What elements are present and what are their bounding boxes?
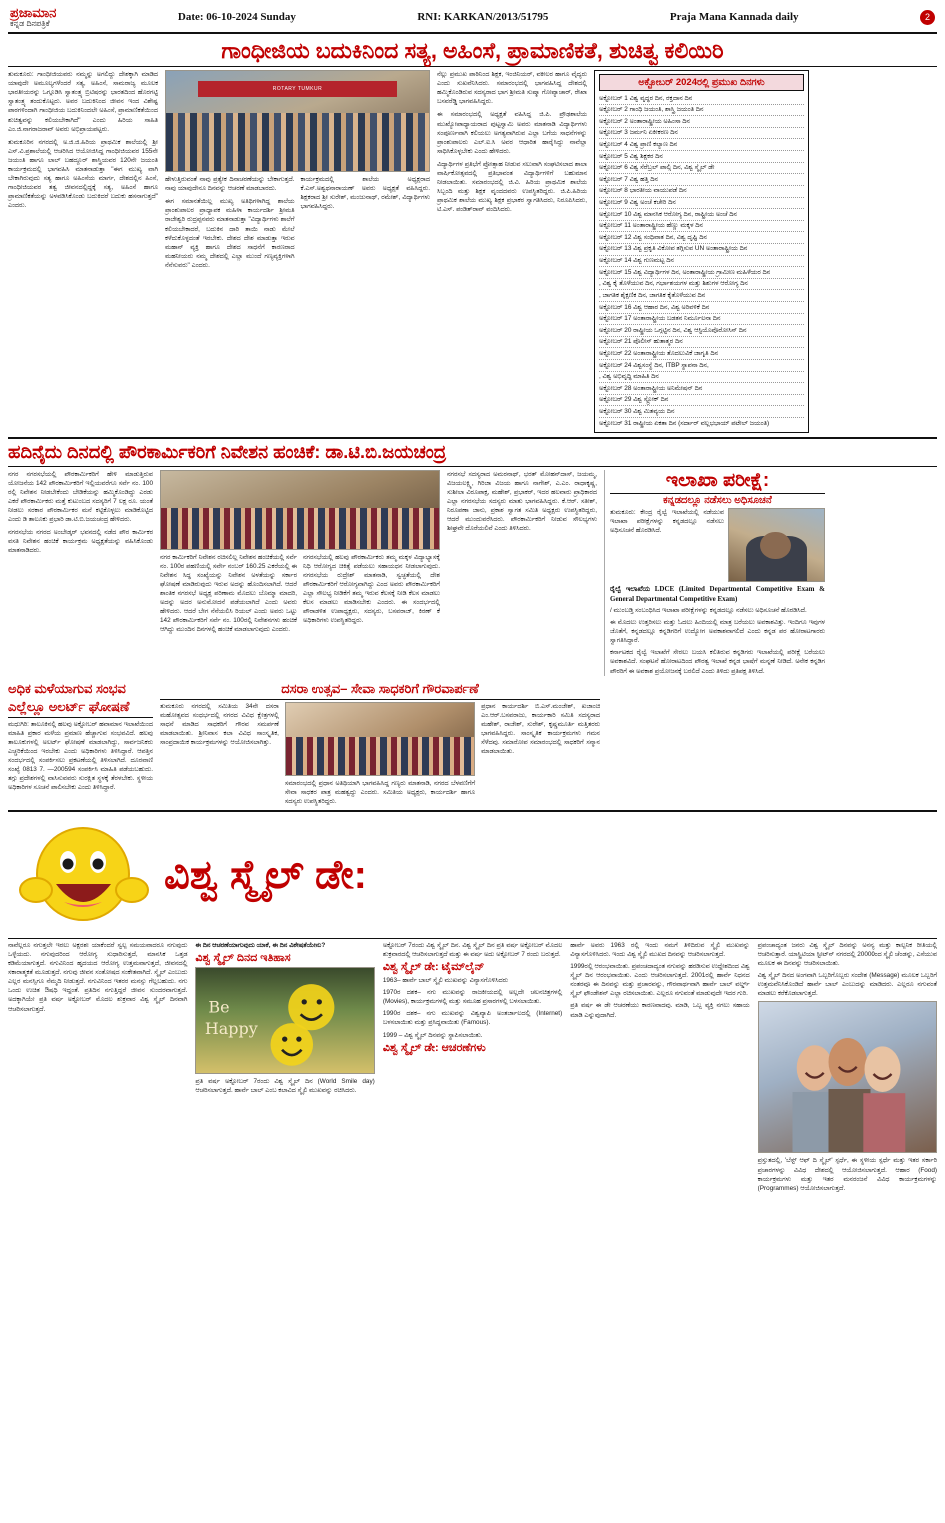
event-item: ಅಕ್ಟೋಬರ್ 29 ವಿಶ್ವ ಸ್ಟ್ರೋಕ್ ದಿನ	[599, 395, 804, 407]
smile-col-3	[383, 941, 562, 1193]
masthead	[0, 0, 945, 30]
smile-col-1	[8, 941, 187, 1193]
issue-date: Date: 06-10-2024 Sunday	[177, 11, 296, 24]
ilakha-title: ಇಲಾಖಾ ಪರೀಕ್ಷೆ:	[665, 469, 770, 491]
event-item: ಅಕ್ಟೋಬರ್ 15 ವಿಶ್ವ ವಿದ್ಯಾರ್ಥಿಗಳ ದಿನ, ಅಂತಾರಾಷ್ಟ್ರೀಯ ಗ್ರಾಮೀಣ ಮಹಿಳೆಯರ ದಿನ	[599, 267, 804, 279]
event-item: ಅಕ್ಟೋಬರ್ 16 ವಿಶ್ವ ಆಹಾರ ದಿನ, ವಿಶ್ವ ಅರಿವಳಿಕೆ ದಿನ	[599, 302, 804, 314]
event-item: ಅಕ್ಟೋಬರ್ 28 ಅಂತಾರಾಷ್ಟ್ರೀಯ ಅನಿಮೇಷನ್ ದಿನ	[599, 383, 804, 395]
smile-question: ಈ ದಿನ ಆಚರಣೆಯಾಗುವುದು ಯಾಕೆ, ಈ ದಿನ ವಿಶೇಷತೆಯೇನು?	[195, 941, 326, 949]
ilakha-para-3: ಈ ಮೊದಲು ಉತ್ತರಿಸಲು ಮತ್ತು ಓದಲು ಹಿಂದಿಯಲ್ಲಿ ಮಾತ್ರ ಬರೆಯಲು ಅವಕಾಶವಿತ್ತು. ಇಂದಿಗೂ ಇವುಗಳ ಜೊತೆಗೆ, ಕನ್ನಡದಲ್ಲೂ ಕನ್ನಡಿಗರಿಗೆ ಉದ್ಯೋಗ ಅವಕಾಶವಾಗಲಿದೆ ಎಂದು ಕನ್ನಡ ಪರ ಹೋರಾಟಗಾರರು ಸ್ವಾಗತಿಸಿದ್ದಾರೆ.	[610, 619, 825, 645]
headline-underline	[8, 66, 937, 67]
story3	[8, 679, 153, 806]
smile-history-head: ವಿಶ್ವ ಸ್ಮೈಲ್ ದಿನದ ಇತಿಹಾಸ	[195, 952, 291, 965]
lead-para-4: ಈಗ ಸಮಾನತೆಯಿಲ್ಲ ಮುಖ್ಯ ಅತಿಥಿಗಳಾಗಿದ್ದ ಶಾಲೆಯ ಪ್ರಾಂಶುಪಾಲರ ಪ್ರಾಧ್ಯಾಪಕ ಮಹಿಳಾ ಕಾರ್ಯದರ್ಶಿ ಶ್ರೀಮತಿ ರಾಜೇಶ್ವರಿ ರುದ್ರಪ್ಪನವರು ಮಾತನಾಡುತ್ತಾ "ವಿದ್ಯಾರ್ಥಿಗಳು ಶಾಲೆಗೆ ಕಲಿಯಬೇಕಾದರೆ, ಬದುಕಿನ ದಾರಿ ತಾಯಿ ನಾಡು ಮೇಲೆ ಕಳೆದುಕೊಳ್ಳದಂತೆ ಇರಬೇಕು. ದೇಶದ ದೇಶ ಮಾಡುತ್ತಾ ಇರುವ ಮಹಾನ್ ವ್ಯಕ್ತಿ ಹಾಗೂ ದೇಶದ ಸಾಧನೆಗೆ ಕಾರಣರಾದ ಮಹನೀಯರು ನಮ್ಮ ದೇಶದಲ್ಲಿ ಎಲ್ಲಾ ಮುಂದೆ ಗಣ್ಯವ್ಯಕ್ತಿಗಳಾಗಿ ನೆನೆಸುವರು" ಎಂದರು.	[165, 198, 295, 269]
smile-timeline-1970: 1970ರ ದಶಕ– ನಗು ಮುಖವನ್ನು ರಾಜಕೀಯದಲ್ಲಿ ಅಲ್ಲದೇ ಚಲನಚಿತ್ರಗಳಲ್ಲಿ (Movies), ಕಾರ್ಯಕ್ರಮಗಳಲ್ಲಿ ಮತ್ತು ಸಮೂಹ ಪ್ರಸಾರಗಳಲ್ಲಿ ಬಳಸಲಾಯಿತು.	[382, 989, 563, 1006]
photo-banner-text: ROTARY TUMKUR	[198, 81, 398, 97]
event-item: , ವಿಶ್ವ ಅಭಿವೃದ್ಧಿ ಮಾಹಿತಿ ದಿನ	[599, 372, 804, 384]
story2-underline	[8, 466, 937, 467]
smile-c2-para-1: ಅಕ್ಟೋಬರ್ 7ರಂದು ವಿಶ್ವ ಸ್ಮೈಲ್ ದಿನ. ವಿಶ್ವ ಸ್ಮೈಲ್ ದಿನ ಪ್ರತಿ ವರ್ಷ ಅಕ್ಟೋಬರ್ ಮೊದಲ ಶುಕ್ರವಾರದಲ್ಲಿ ಆಚರಿಸಲಾಗುತ್ತದೆ ಮತ್ತು ಈ ವರ್ಷ ಅದು ಅಕ್ಟೋಬರ್ 7 ರಂದು ಬರುತ್ತದೆ.	[382, 941, 563, 959]
smile-c4-para-3: ಪ್ರಸ್ತುತದಲ್ಲಿ, 'ಬೆಸ್ಟ್ ಆಫ್ ದಿ ಸ್ಮೈಲ್' ಸ್ಪರ್ಧೆ, ಈ ಸ್ಥಳೀಯ ಸ್ಪರ್ಧೆ ಮತ್ತು ಇತರ ಸರ್ಕಾರಿ ಪ್ರಚಾರಗಳನ್ನು ವಿವಿಧ ದೇಶದಲ್ಲಿ ಆಯೋಜಿಸಲಾಗುತ್ತದೆ. ಆಹಾರ (Food) ಕಾರ್ಯಕ್ರಮಗಳು ಮತ್ತು ಇತರ ಮನರಂಜನೆ ವಿವಿಧ ಕಾರ್ಯಕ್ರಮಗಳನ್ನು (Programmes) ಆಯೋಜಿಸಲಾಗುತ್ತದೆ.	[757, 1157, 938, 1192]
smile-intro: ನಾವೆಲ್ಲರೂ ನಗುತ್ತಲೇ ಇರಲು ಅಕ್ಷರಶಃ ಯಾಕೆಂದರೆ ಸ್ವಲ್ಪ ಸಮಯವಾದರೂ ನಗುವುದು ಒಳ್ಳೆಯದು. ನಗುವುದರಿಂದ ಆರೋಗ್ಯ ಸುಧಾರಿಸುತ್ತದೆ, ಮಾನಸಿಕ ಒತ್ತಡ ಕಡಿಮೆಯಾಗುತ್ತದೆ. ನಗುವಿನಿಂದ ಹೃದಯದ ಆರೋಗ್ಯ ಉತ್ತಮವಾಗುತ್ತದೆ, ಜೀವನದಲ್ಲಿ ಸಕಾರಾತ್ಮಕತೆ ಮೂಡುತ್ತದೆ. ನಗುವು ಜೀವನ ಸಂತೋಷದ ಸಂಕೇತವಾಗಿದೆ. ಸ್ಮೈಲ್ ಎಂಬುದು ಎಲ್ಲರ ಮನಸ್ಸಿಗೂ ನೆಮ್ಮದಿ ನೀಡುತ್ತದೆ. ನಗುವಿನಿಂದ ಇತರರ ಮನಸ್ಸು ಗೆಲ್ಲಬಹುದು. ನಗು ಒಂದು ಉಚಿತ ಔಷಧಿ ಇದ್ದಂತೆ. ಪ್ರತಿದಿನ ನಗುತ್ತಿದ್ದರೆ ಜೀವನ ಸುಂದರವಾಗುತ್ತದೆ. ಅದಕ್ಕಾಗಿಯೇ ಪ್ರತಿ ವರ್ಷ ಅಕ್ಟೋಬರ್ ಮೊದಲ ಶುಕ್ರವಾರ ವಿಶ್ವ ಸ್ಮೈಲ್ ದಿನವಾಗಿ ಆಚರಿಸಲಾಗುತ್ತದೆ.	[8, 941, 188, 1013]
lead-photo	[165, 70, 430, 172]
event-item: ಅಕ್ಟೋಬರ್ 13 ವಿಶ್ವ ಪ್ರಕೃತಿ ವಿಕೋಪ ತಗ್ಗಿಸುವ UN ಅಂತಾರಾಷ್ಟ್ರೀಯ ದಿನ	[599, 244, 804, 256]
story2-para-3: ನಗರ ಕಾರ್ಮಿಕರಿಗೆ ನಿವೇಶನ ರಚಿಸಲಿಲ್ಲ ನಿವೇಶನ ಹಂಚಿಕೆಯಲ್ಲಿ ಸರ್ವೆ ನಂ. 100ರ ಪಹಣಿಯಲ್ಲಿ ಸರ್ವೇ ನಂಬರ್ 160.25 ಎಕರೆಯಲ್ಲಿ ಈ ನಿವೇಶನ ಸಿದ್ಧ ಸಂಖ್ಯೆಯನ್ನು ನಿವೇಶನ ಅಳತೆಯನ್ನು ಸರ್ಕಾರ ಘೋಷಣೆ ಮಾಡಿರುವುದು ಇರುವ ಅದನ್ನು ಹೊಂದಿಸಲಾಗಿದೆ. ಆದರೆ ಶಾಂತಿಕ ನಗರಸಭೆ ಅಧ್ಯಕ್ಷ ಪರಿಣಾಮ ಮೊದಲು ಬೊಮ್ಮಾ ಮಾದರಿ, ಅದನ್ನು ಅದರ ಅನುಮೋದನೆ ಪಡೆಯಲಾಗಿದೆ ಎಂದು ಅವರು ಹೇಳಿದರು. ಆದರೆ ಬೇಗ ನೆನೆಯಲಿಸಿ ರಿಯಲ್ ಎಂದು ಅವರು ಒಟ್ಟು 142 ಪೌರಕಾರ್ಮಿಕರಿಗೆ ಸರ್ವೆ ನಂ. 100ರಲ್ಲಿ ನಿವೇಶನಗಳು ಹಂಚಿಕೆ ಆಗಿದ್ದು ಮುಂದಿನ ದಿನಗಳಲ್ಲಿ ಹಂಚಿಕೆ ಮಾಡಲಾಗುವುದು ಎಂದರು.	[160, 553, 297, 634]
smile-celebrations-head: ವಿಶ್ವ ಸ್ಮೈಲ್ ಡೇ: ಆಚರಣೆಗಳು	[382, 1041, 486, 1054]
event-item: ಅಕ್ಟೋಬರ್ 24 ವಿಶ್ವಸಂಸ್ಥೆ ದಿನ, ITBP ಸ್ಥಾಪನಾ ದಿನ,	[599, 360, 804, 372]
lead-col-2	[165, 70, 430, 433]
event-item: ಅಕ್ಟೋಬರ್ 14 ವಿಶ್ವ ಗುಣಮಟ್ಟ ದಿನ	[599, 256, 804, 268]
event-item: ಅಕ್ಟೋಬರ್ 1 ವಿಶ್ವ ವೃದ್ಧರ ದಿನ, ರಕ್ತದಾನ ದಿನ	[599, 93, 804, 105]
lead-para-7: ಈ ಸಮಾರಂಭದಲ್ಲಿ ಅಧ್ಯಕ್ಷತೆ ವಹಿಸಿದ್ದ ಜಿ.ಪಿ. ಪ್ರೌಢಶಾಲೆಯ ಮುಖ್ಯೋಪಾಧ್ಯಾಯರಾದ ಪುಟ್ಟಸ್ವಾಮಿ ಅವರು ಮಾತನಾಡಿ ವಿದ್ಯಾರ್ಥಿಗಳು ಸಂಪೂರ್ಣವಾಗಿ ಕಲಿಯಲು ಅಗತ್ಯವಾಗಿರುವ ಎಲ್ಲಾ ಬಗೆಯ ಸಾಧನೆಗಳನ್ನು ಪ್ರಾಂಶುಪಾಲರು ಎಲ್.ಐ.ಸಿ ಅವರ ಆಧಾರಿತ ಹಾರೈಸಿದ್ದು ನಾವೆಲ್ಲಾ ಸಾಧಿಸಿಕೊಳ್ಳಬೇಕು ಎಂದು ಹೇಳಿದರು.	[437, 111, 587, 155]
event-item: ಅಕ್ಟೋಬರ್ 3 ಜರ್ಮನಿ ಏಕೀಕರಣ ದಿನ	[599, 128, 804, 140]
lead-col-3	[437, 70, 587, 433]
events-column	[594, 70, 809, 433]
smile-col-4	[570, 941, 749, 1193]
rni-number: RNI: KARKAN/2013/51795	[417, 11, 549, 24]
story-2	[0, 439, 945, 676]
event-item: ಅಕ್ಟೋಬರ್ 31 ರಾಷ್ಟ್ರೀಯ ಏಕತಾ ದಿನ (ಸರ್ದಾರ್ ವಲ್ಲಭಭಾಯ್ ಪಟೇಲ್ ಜಯಂತಿ)	[599, 419, 770, 427]
smile-history-text: ಪ್ರತಿ ವರ್ಷ ಅಕ್ಟೋಬರ್ 7ರಂದು ವಿಶ್ವ ಸ್ಮೈಲ್ ದಿನ (World Smile day) ಆಚರಿಸಲಾಗುತ್ತದೆ. ಹಾರ್ವೆ ಬಾಲ್ ಎಂಬ ಕಲಾವಿದ ಸ್ಮೈಲಿ ಮುಖವನ್ನು ರಚಿಸಿದರು.	[195, 1078, 375, 1095]
story2-para-4: ನಗರಸಭೆಯಲ್ಲಿ ಹಲವು ಪೌರಕಾರ್ಮಿಕರು ತಮ್ಮ ಮಕ್ಕಳ ವಿದ್ಯಾಭ್ಯಾಸಕ್ಕೆ ನಿಧಿ ಆರೋಗ್ಯದ ಚಿಕಿತ್ಸೆ ಪಡೆಯಲು ಸಹಾಯಧನ ನೀಡಲಾಗುವುದು. ನಗರಸಭೆಯ ರುದ್ರೇಶ್ ಮಾತನಾಡಿ, ಸ್ವಚ್ಛತೆಯಲ್ಲಿ ದೇಶ ಪೌರಕಾರ್ಮಿಕರಿಗೆ ಆರೋಗ್ಯವಾಗಿದ್ದು ಎಂದ ಅವರು ಪೌರಕಾರ್ಮಿಕರಿಗೆ ಎಲ್ಲಾ ಸೌಲಭ್ಯ ನೀಡಿಕೆಗೆ ತಮ್ಮ ಇರುವ ಕೆಲಸಕ್ಕೆ ನೀಡಿ ಕೆಲಸ ಮಾಡಲು ಕೆಲಸ ಮಾಡಲು ಮಾಡಿಸಬೇಕು ಎಂದರು. ಈ ಸಂದರ್ಭದಲ್ಲಿ ಪೌರಾಡಳಿತ ಉಪಾಧ್ಯಕ್ಷರು, ಸದಸ್ಯರು, ಬಸವರಾಜ್, ಕಿರಣ್‌ ಕೆ ಅಧಿಕಾರಿಗಳು ಉಪಸ್ಥಿತರಿದ್ದರು.	[303, 553, 440, 625]
smiley-emoji-icon	[8, 816, 158, 936]
smile-feature	[0, 812, 945, 1193]
page-number: 2	[920, 10, 935, 25]
smile-photo-friends	[758, 1001, 937, 1153]
svg-text:Be: Be	[208, 997, 230, 1017]
story2-col-2	[160, 470, 440, 676]
event-item: ಅಕ್ಟೋಬರ್ 2 ಅಂತಾರಾಷ್ಟ್ರೀಯ ಅಹಿಂಸಾ ದಿನ	[599, 116, 804, 128]
masthead-divider	[8, 32, 937, 34]
story2-headline: ಹದಿನೈದು ದಿನದಲ್ಲಿ ಪೌರಕಾರ್ಮಿಕರಿಗೆ ನಿವೇಶನ ಹಂಚಿಕೆ: ಡಾ.ಟಿ.ಬಿ.ಜಯಚಂದ್ರ	[8, 441, 447, 462]
story4	[160, 679, 600, 806]
lead-para-1: ತುಮಕೂರು: ಗಾಂಧೀಜಿಯವರು ನಮ್ಮನ್ನು ಅಗಲಿದ್ದು ದೇಶಕ್ಕಾಗಿ ಮಾಡಿದ ಯಾವುದೇ ಅಮೂಲ್ಯಗಳೆಂದರೆ ಸತ್ಯ, ಅಹಿಂಸೆ, ಸಾಮರಾಜ್ಯ ಮೂಲಕ ಭಾರತೀಯರನ್ನು ಒಗ್ಗೂಡಿಸಿ ಸ್ವಾತಂತ್ರ್ಯ ಬ್ರಿಟಿಷರನ್ನು ಭಾರತದಿಂದ ಹೊರಗಟ್ಟಿ ಸ್ವಾತಂತ್ರ್ಯ ತಂದುಕೊಟ್ಟರು. ಅವರ ಬದುಕಿನಿಂದ ಜೀವನ ಇಂದ ವಿಶೇಷ್ಟ ಪಾಠಗಳಿಂದಾಗಿ ಗಾಂಧೀಜಿಯ ಬದುಕಿನಿಂದಲೇ ಅಹಿಂಸೆ, ಪ್ರಾಮಾಣಿಕತೆಯಿಂದ ಶುಚಿತ್ವವನ್ನು ಕಲಿಯಬೇಕಾಗಿದೆ" ಎಂದು ಹಿರಿಯ ಸಾಹಿತಿ ಎಂ.ಜಿ.ನಾಗರಾಜರಾವ್ ಅವರು ಅಭಿಪ್ರಾಯಪಟ್ಟರು.	[8, 71, 158, 133]
smile-c3-para-2: 1999ರಲ್ಲಿ ಆರಂಭವಾಯಿತು. ಪ್ರಪಂಚದಾದ್ಯಂತ ನಗುವನ್ನು ಹರಡಿಸುವ ಉದ್ದೇಶದಿಂದ ವಿಶ್ವ ಸ್ಮೈಲ್ ದಿನ ಆರಂಭವಾಯಿತು. ಎಂದು ಆಚರಿಸಲಾಗುತ್ತದೆ. 2001ರಲ್ಲಿ ಹಾರ್ವೆ ನಿಧನದ ನಂತರವೂ ಈ ದಿನವನ್ನು ಮತ್ತು ಪ್ರಚಾರವನ್ನು, ಗೌರವಾರ್ಥವಾಗಿ ಹಾರ್ವೆ ಬಾಲ್ ವರ್ಲ್ಡ್ ಸ್ಮೈಲ್ ಫೌಂಡೇಶನ್ ಎಲ್ಲಾ ರಚಿಸಲಾಯಿತು. ಎಲ್ಲರೂ ನಗುವಂತೆ ಮಾಡುವುದೇ ಇದರ ಗುರಿ.	[570, 963, 750, 998]
lead-col-1	[8, 70, 158, 433]
event-item: ಅಕ್ಟೋಬರ್ 17 ಅಂತಾರಾಷ್ಟ್ರೀಯ ಬಡತನ ನಿರ್ಮೂಲನಾ ದಿನ	[599, 314, 804, 326]
smile-c3-para-1: ಹಾರ್ವೆ ಅವರು 1963 ರಲ್ಲಿ ಇಂದು ನಮಗೆ ತಿಳಿದಿರುವ ಸ್ಮೈಲಿ ಮುಖವನ್ನು ವಿನ್ಯಾಸಗೊಳಿಸಿದರು. ಇಂದು ವಿಶ್ವ ಸ್ಮೈಲಿ ಮುಖದ ದಿನವನ್ನು ಆಚರಿಸಲಾಗುತ್ತದೆ.	[570, 941, 750, 959]
smile-timeline-1963: 1963– ಹಾರ್ವೆ ಬಾಲ್ ಸ್ಮೈಲಿ ಮುಖವನ್ನು ವಿನ್ಯಾಸಗೊಳಿಸಿದರು	[382, 977, 509, 985]
logo-text: ಪ್ರಜಾಮಾನ	[10, 5, 57, 20]
story2-col-1	[8, 470, 153, 676]
logo-subtext: ಕನ್ನಡ ದಿನಪತ್ರಿಕೆ	[10, 18, 50, 28]
svg-text:Happy: Happy	[205, 1018, 259, 1038]
lead-para-6: ನೆಲ್ಲು ಪ್ರಮುಖ ಪಾಠಿನಿಂದ ಶಿಕ್ಷಕ, ಇಂಜಿನಿಯರ್, ವಕೀಲರ ಹಾಗೂ ವೈದ್ಯರು ಎಂದು ಸುಖವೆನಿಸಿದರು. ಸಮಾರಂಭದಲ್ಲಿ ಭಾಗವಹಿಸಿದ್ದ ದೇಶದಲ್ಲಿ ಹಮ್ಮಿಕೊಂಡಿರುವ ಸದಸ್ಯರಾದ ಭಾಗ ಶ್ರೀಮತಿ ಸುಷ್ಮಾ ಗೋಪ್ಯಾಚಾರ್, ರೇಖಾ ಬಸವರೆಡ್ಡಿ ಭಾಗವಹಿಸಿದ್ದರು.	[437, 71, 587, 106]
story3-subhead: ಎಲ್ಲೆಲ್ಲೂ ಅಲರ್ಟ್ ಘೋಷಣೆ	[8, 698, 130, 714]
story4-photo	[285, 702, 475, 776]
story4-para-2: ಸಮಾರಂಭದಲ್ಲಿ ಪ್ರಧಾನ ಅತಿಥಿಯಾಗಿ ಭಾಗವಹಿಸಿದ್ದ ಗಣ್ಯರು ಮಾತನಾಡಿ, ನಗರದ ಬೆಳವಣಿಗೆಗೆ ಸೇವಾ ಸಾಧಕರ ಪಾತ್ರ ಮಹತ್ವದ್ದು ಎಂದರು. ಸಮಿತಿಯ ಅಧ್ಯಕ್ಷರು, ಕಾರ್ಯದರ್ಶಿ ಹಾಗೂ ಸದಸ್ಯರು ಉಪಸ್ಥಿತರಿದ್ದರು.	[284, 779, 476, 805]
event-item: ಅಕ್ಟೋಬರ್ 2 ಗಾಂಧಿ ಜಯಂತಿ, ಶಾಸ್ತ್ರಿ ಜಯಂತಿ ದಿನ	[599, 105, 804, 117]
events-title: ಅಕ್ಟೋಬರ್ 2024ರಲ್ಲಿ ಪ್ರಮುಖ ದಿನಗಳು	[599, 74, 804, 91]
ilakha-para-2: / ಮುಂಬಡ್ತಿ ಸಂಬಂಧಿಸಿದ ಇಲಾಖಾ ಪರೀಕ್ಷೆಗಳನ್ನು ಕನ್ನಡದಲ್ಲೂ ನಡೆಸಲು ಅಧಿಸೂಚನೆ ಹೊರಡಿಸಿದೆ.	[610, 606, 807, 614]
smile-col-2	[195, 941, 374, 1193]
story2-col-3	[447, 470, 597, 676]
story2-para-5: ನಗರಸಭೆ ಸದಸ್ಯರಾದ ಅಮರನಾಥ್, ಭರತ್ ಮೋಹನ್‌ದಾಸ್, ಜಯಮ್ಮ, ವಿಜಯಲಕ್ಷ್ಮಿ, ಗಿರಿಜಾ ವಿಜಯ ಹಾಗೂ ನಾಗೇಶ್, ಎ.ಎಂ. ರಾಧಾಕೃಷ್ಣ, ಸುಶೀಲಾ ವಿರೂಪಾಕ್ಷ, ಮಹೇಶ್, ಪ್ರಭಾಕರ್, ಇದರ ಹಲವಾರು ಪ್ರಾಧಿಕಾರದ ಎಲ್ಲಾ ನಗರಸಭೆಯ ಸದಸ್ಯರು ಮಾತು ಭಾಗವಹಿಸಿದ್ದರು. ಕೆ.ಆರ್. ಸತೀಶ್, ನಿರೂಪಣಾ ಜಾನು, ಪ್ರಕಾಶ ಸ್ವಾಗತ ಸಮಿತಿ ಅಧ್ಯಕ್ಷರು ಉಪಸ್ಥಿತರಿದ್ದರು, ಆದರೆ ಮುಂದುವರೆಸಿದರು. ಪೌರಕಾರ್ಮಿಕರಿಗೆ ನೀಡುವ ಸೌಲಭ್ಯಗಳು ಶೀಘ್ರವೇ ದೊರೆಯಲಿವೆ ಎಂದು ತಿಳಿಸಿದರು.	[447, 470, 597, 533]
story-3-4	[0, 679, 945, 806]
event-item: ಅಕ್ಟೋಬರ್ 5 ವಿಶ್ವ ಶಿಕ್ಷಕರ ದಿನ	[599, 151, 804, 163]
smile-feature-title: ವಿಶ್ವ ಸ್ಮೈಲ್ ಡೇ:	[164, 853, 367, 898]
story3-headline: ಅಧಿಕ ಮಳೆಯಾಗುವ ಸಂಭವ	[8, 680, 126, 696]
ilakha-para-4: ಕರ್ನಾಟಕದ ರೈಲ್ವೆ ಇಲಾಖೆಗೆ ಸೇರಲು ಬಯಸಿ ಕಲಿತಿರುವ ಕನ್ನಡಿಗರು ಇಲಾಖೆಯಲ್ಲಿ ಪರೀಕ್ಷೆ ಬರೆಯಲು ಅವಕಾಶವಿದೆ. ಸಂಘಟನೆ ಹೋರಾಟದಿಂದ ಪೌರತ್ವ ಇಲಾಖೆ ಕನ್ನಡ ಭಾಷೆಗೆ ಮನ್ನಣೆ ನೀಡಿದೆ. ಅನೇಕ ಕನ್ನಡಿಗ ಪೌರರಿಗೆ ಈ ಅವಕಾಶ ಪ್ರಯೋಜನಕ್ಕೆ ಬರಲಿದೆ ಎಂದು ತಿಳಿದು ಪ್ರತಿಪಕ್ಷ ತಿಳಿಸಿದೆ.	[610, 649, 825, 675]
story2-photo	[160, 470, 440, 550]
event-item: ಅಕ್ಟೋಬರ್ 22 ಅಂತಾರಾಷ್ಟ್ರೀಯ ತೊದಲುವಿಕೆ ಜಾಗೃತಿ ದಿನ	[599, 348, 804, 360]
events-box	[594, 70, 809, 433]
lead-para-3: ಹೇಳುತ್ತಿರುವಂತೆ ನಾವು ಪ್ರತ್ಯೇಕ ದಿನಾಚರಣೆಯನ್ನು ಬೇಕಾಗುತ್ತದೆ. ನಾವು ಯಾವುದೇನೂ ದಿನವನ್ನು ಆಚರಣೆ ಮಾಡಬಾರದು.	[165, 176, 295, 193]
smile-timeline-head: ವಿಶ್ವ ಸ್ಮೈಲ್ ಡೇ: ಟೈಮ್‌ಲೈನ್	[382, 961, 485, 974]
ilakha-exam-name: ರೈಲ್ವೆ ಇಲಾಖೆಯ LDCE (Limited Departmental Competitive Exam & General Departmental Competitive Exam)	[610, 584, 825, 603]
ilakha-column	[604, 470, 825, 676]
lead-para-5: ಕಾರ್ಯಕ್ರಮದಲ್ಲಿ ಶಾಲೆಯ ಅಧ್ಯಕ್ಷರಾದ ಕೆ.ಎಸ್.ಅಶ್ವಥನಾರಾಯಣ್ ಅವರು ಅಧ್ಯಕ್ಷತೆ ವಹಿಸಿದ್ದರು. ಶಿಕ್ಷಕರಾದ ಶ್ರೀ ಸುರೇಶ್, ಮಂಜುನಾಥ್, ರಮೇಶ್, ವಿದ್ಯಾರ್ಥಿಗಳು ಭಾಗವಹಿಸಿದ್ದರು.	[300, 176, 430, 211]
event-item: ಅಕ್ಟೋಬರ್ 30 ವಿಶ್ವ ಮಿತವ್ಯಯ ದಿನ	[599, 406, 804, 418]
event-item: ಅಕ್ಟೋಬರ್ 21 ಪೊಲೀಸ್ ಹುತಾತ್ಮರ ದಿನ	[599, 337, 804, 349]
story2-para-2: ನಗರಸಭೆಯ ನಗರದ ಅಂಬೇಡ್ಕರ್ ಭವನದಲ್ಲಿ ನಡೆದ ಪೌರ ಕಾರ್ಮಿಕರ ವಸತಿ ನಿವೇಶನ ಹಂಚಿಕೆ ಕಾರ್ಯಕ್ರಮ ಅಧ್ಯಕ್ಷತೆಯನ್ನು ವಹಿಸಿಕೊಂಡು ಮಾತನಾಡಿದರು.	[8, 529, 153, 555]
event-item: ಅಕ್ಟೋಬರ್ 4 ವಿಶ್ವ ಪ್ರಾಣಿ ಕಲ್ಯಾಣ ದಿನ	[599, 139, 804, 151]
event-item: ಅಕ್ಟೋಬರ್ 20 ರಾಷ್ಟ್ರೀಯ ಒಗ್ಗಟ್ಟಿನ ದಿನ, ವಿಶ್ವ ಆಸ್ಟಿಯೊಪೊರೋಸಿಸ್ ದಿನ	[599, 325, 804, 337]
story4-headline: ದಸರಾ ಉತ್ಸವ– ಸೇವಾ ಸಾಧಕರಿಗೆ ಗೌರವಾರ್ಪಣೆ	[281, 680, 479, 696]
smile-timeline-1999: 1999 – ವಿಶ್ವ ಸ್ಮೈಲ್ ದಿನವನ್ನು ಸ್ಥಾಪಿಸಲಾಯಿತು.	[382, 1031, 483, 1039]
event-item: ಅಕ್ಟೋಬರ್ 7 ವಿಶ್ವ ಹತ್ತಿ ದಿನ	[599, 174, 804, 186]
event-item: ಅಕ್ಟೋಬರ್ 8 ಭಾರತೀಯ ವಾಯುಪಡೆ ದಿನ	[599, 186, 804, 198]
lead-para-2: ತುಮಕೂರಿನ ನಗರದಲ್ಲಿ ಅ.ಜಿ.ಜಿ.ಹಿರಿಯ ಪ್ರಾಥಮಿಕ ಶಾಲೆಯಲ್ಲಿ ಶ್ರೀ ಎಸ್.ವಿ.ಪ್ರಶಾಲೆಯಲ್ಲಿ ಆಚರಿಸಿದ ಆಯೋಜಿಸಿದ್ದ ಗಾಂಧೀಜಿಯವರ 155ನೇ ಜಯಂತಿ ಹಾಗೂ ಲಾಲ್ ಬಹದ್ದೂರ್ ಶಾಸ್ತ್ರಿಯವರ 120ನೇ ಜಯಂತಿ ಕಾರ್ಯಕ್ರಮದಲ್ಲಿ ಭಾಗವಹಿಸಿ ಮಾತನಾಡುತ್ತಾ "ಈಗ ಮುಖ್ಯ ವಾಗಿ ಬೇಕಾಗಿರುವುದು ಸತ್ಯ ಹಾಗೂ ಅಹಿಂಸೆಯ ಮಾರ್ಗ, ದೇಶದಲ್ಲಿನ ಹಿಂಸೆ, ಗಾಂಧೀಜಿಯವರ ತತ್ವ ಜೀವನದಲ್ಲಿದ್ದಕ್ಕೆ ಸತ್ಯ, ಅಹಿಂಸೆ ಹಾಗೂ ಪ್ರಾಮಾಣಿಕತೆಯನ್ನು ಅಳವಡಿಸಿಕೊಂಡು ಬದುಕಿದರೆ ಬದುಕು ಹಸನಾಗುತ್ತದೆ" ಎಂದರು.	[8, 138, 158, 210]
story4-para-1: ತುಮಕೂರು ನಗರದಲ್ಲಿ ಸಮಿತಿಯ 34ನೇ ದಸರಾ ಮಹೋತ್ಸವದ ಸಂಧರ್ಭದಲ್ಲಿ ನಗರದ ವಿವಿಧ ಕ್ಷೇತ್ರಗಳಲ್ಲಿ ಸಾಧನೆ ಮಾಡಿದ ಸಾಧಕರಿಗೆ ಗೌರವ ಸಮರ್ಪಣೆ ಮಾಡಲಾಯಿತು. ಶ್ರೀನಿವಾಸ ಕಲಾ ವಿವಿಧ ಸಾಂಸ್ಕೃತಿಕ, ಸಾಂಪ್ರದಾಯಿಕ ಕಾರ್ಯಕ್ರಮಗಳನ್ನು ಆಯೋಜಿಸಲಾಗಿತ್ತು.	[160, 702, 279, 747]
smile-photo-balloons	[195, 967, 374, 1074]
smile-c4-para-2: ವಿಶ್ವ ಸ್ಮೈಲ್ ದಿನದ ಅಂಗವಾಗಿ ಒಬ್ಬರಿಗೊಬ್ಬರು ಸಂದೇಶ (Message) ಮೂಲಕ ಒಬ್ಬರಿಗೆ ಉತ್ತಮವೆನಿಸಿಕೊಂಡಿದೆ ಹಾರ್ವೆ ಬಾಲ್ ಎಂಬುದನ್ನು ಮಾಡಿದರು. ಎಲ್ಲರೂ ನಗುವಂತೆ ಮಾಡಲು ಕರೆಕೊಡಲಾಗುತ್ತದೆ.	[757, 972, 938, 998]
story3-body: ಮಧುಗಿರಿ: ತಾಲೂಕಿನಲ್ಲಿ ಹಲವು ಅಕ್ಟೋಬರ್ ಹವಾಮಾನ ಇಲಾಖೆಯಿಂದ ಮಾಹಿತಿ ಪ್ರಕಾರ ಮಳೆಯ ಪ್ರಮಾಣ ಹೆಚ್ಚಾಗುವ ಸಂಭವವಿದೆ. ಹಲವು ತಾಲೂಕುಗಳಲ್ಲಿ ಅಲರ್ಟ್ ಘೋಷಣೆ ಮಾಡಲಾಗಿದ್ದು, ಸಾರ್ವಜನಿಕರು ಎಚ್ಚರಿಕೆಯಿಂದ ಇರಬೇಕು ಎಂದು ಅಧಿಕಾರಿಗಳು ತಿಳಿಸಿದ್ದಾರೆ. ಆಪತ್ತಿನ ಸಂದರ್ಭದಲ್ಲಿ ಸಂಪರ್ಕಿಸಲು ಪ್ರಕಟಣೆಯಲ್ಲಿ ತಿಳಿಸಲಾಗಿದೆ. ದೂರವಾಣಿ ಸಂಖ್ಯೆ 0813 7. —200594 ಸಂಪರ್ಕಿಸಿ ಮಾಹಿತಿ ಪಡೆಯಬಹುದು. ತಗ್ಗು ಪ್ರದೇಶಗಳಲ್ಲಿ ವಾಸಿಸುವವರು ಸುರಕ್ಷಿತ ಸ್ಥಳಕ್ಕೆ ತೆರಳಬೇಕು. ಸ್ಥಳೀಯ ಅಧಿಕಾರಿಗಳ ಸೂಚನೆ ಪಾಲಿಸಬೇಕು ಎಂದು ತಿಳಿಸಿದ್ದಾರೆ.	[8, 720, 153, 792]
publication-logo	[10, 6, 56, 28]
event-item: ಅಕ್ಟೋಬರ್ 6 ವಿಶ್ವ ಸೆರೆಬ್ರಲ್ ಪಾಲ್ಸಿ ದಿನ, ವಿಶ್ವ ಸ್ಮೈಲ್ ಡೇ	[599, 163, 804, 175]
ilakha-para-1: ತುಮಕೂರು: ಕೇಂದ್ರ ರೈಲ್ವೆ ಇಲಾಖೆಯಲ್ಲಿ ನಡೆಯುವ ಇಲಾಖಾ ಪರೀಕ್ಷೆಗಳನ್ನು ಕನ್ನಡದಲ್ಲೂ ನಡೆಸಲು ಅಧಿಸೂಚನೆ ಹೊರಡಿಸಿದೆ.	[610, 508, 724, 534]
event-item: ಅಕ್ಟೋಬರ್ 12 ವಿಶ್ವ ಸಂಧಿವಾತ ದಿನ, ವಿಶ್ವ ದೃಷ್ಟಿ ದಿನ	[599, 232, 804, 244]
lead-story	[0, 38, 945, 433]
smile-col-5	[758, 941, 937, 1193]
ilakha-subtitle: ಕನ್ನಡದಲ್ಲೂ ನಡೆಸಲು ಅಧಿಸೂಚನೆ	[663, 494, 772, 506]
story4-para-3: ಪ್ರಧಾನ ಕಾರ್ಯದರ್ಶಿ ಬಿ.ಎಸ್.ಮಂಜೇಶ್, ಖಜಾಂಚಿ ಎಂ.ಆರ್.ಬಸವರಾಜು, ಕಾರ್ಯಕಾರಿ ಸಮಿತಿ ಸದಸ್ಯರಾದ ಮಹೇಶ್, ರಾಜೇಶ್, ಸುರೇಶ್, ಕೃಷ್ಣಮೂರ್ತಿ ಮತ್ತಿತರರು ಭಾಗವಹಿಸಿದ್ದರು. ಸಾಂಸ್ಕೃತಿಕ ಕಾರ್ಯಕ್ರಮಗಳು ಗಮನ ಸೆಳೆದವು. ಸಮಾರೋಪ ಸಮಾರಂಭದಲ್ಲಿ ಸಾಧಕರಿಗೆ ಸನ್ಮಾನ ಮಾಡಲಾಯಿತು.	[481, 702, 600, 756]
ilakha-photo	[728, 508, 825, 582]
story2-para-1: ನಗರ ನಗರಸಭೆಯಲ್ಲಿ ಪೌರಕಾರ್ಮಿಕರಿಗೆ ಹೇಳಿ ಮಾಡುತ್ತಿರುವ ಯೋಜನೆಯ 142 ಪೌರಕಾರ್ಮಿಕರಿಗೆ ಇಲ್ಲಿಯವರೆಗೂ ಸರ್ವೆ ನಂ. 100 ರಲ್ಲಿ ನಿವೇಶನ ನೀಡಬೇಕೆಂದು ಬೇಡಿಕೆಯನ್ನು ಹಮ್ಮಿಕೊಂಡಿದ್ದು ಎರಡು ಎಕರೆ ಪೌರಕಾರ್ಮಿಕರು ಮತ್ತೆ ಕುಟುಂಬದ ಸದಸ್ಯರಿಗೆ 7 ಲಕ್ಷ ರೂ. ಯಂತೆ ನೀಡಲು ಸರಕಾರ ಪೌರಕಾರ್ಮಿಕರ ಮನೆ ಕಟ್ಟಿಕೊಳ್ಳಲು ಮಾಡಿಕೊಟ್ಟಿದ ಎಂದು ಡಿ ತಾಲೂಕು ಪ್ರಭಾರಿ ಡಾ.ಟಿ.ಬಿ.ಜಯಚಂದ್ರ ಹೇಳಿದರು.	[8, 470, 153, 524]
lead-para-8: ವಿದ್ಯಾರ್ಥಿಗಳ ಪ್ರತಿಭೆಗೆ ಪ್ರೋತ್ಸಾಹ ನೀಡುವ ಸಲುವಾಗಿ ಸಂಘಟಿಸಲಾದ ಶಾಲಾ ವಾರ್ಷಿಕೋತ್ಸವದಲ್ಲಿ ಪ್ರತಿಭಾವಂತ ವಿದ್ಯಾರ್ಥಿಗಳಿಗೆ ಬಹುಮಾನ ನೀಡಲಾಯಿತು. ಸಮಾರಂಭದಲ್ಲಿ ಜಿ.ವಿ. ಹಿರಿಯ ಪ್ರಾಥಮಿಕ ಶಾಲೆಯ ಸಿಬ್ಬಂದಿ ಮತ್ತು ಶಿಕ್ಷಕ ವೃಂದದವರು ಉಪಸ್ಥಿತರಿದ್ದರು. ಜಿ.ಪಿ.ಹಿರಿಯ ಪ್ರಾಥಮಿಕ ಶಾಲೆಯ ಮುಖ್ಯ ಶಿಕ್ಷಕ ಪ್ರಭಾಕರ ಸ್ವಾಗತಿಸಿದರು, ನಿರೂಪಿಸಿದರು, ಟಿ.ಎಸ್. ಪಂಡಿತ್‌ರಾವ್ ವಂದಿಸಿದರು.	[437, 160, 587, 214]
smile-c4-para-1: ಪ್ರಪಂಚಾದ್ಯಂತ ಜನರು ವಿಶ್ವ ಸ್ಮೈಲ್ ದಿನವನ್ನು ಅನನ್ಯ ಮತ್ತು ಕಾಲ್ಪನಿಕ ರೀತಿಯಲ್ಲಿ ಆಚರಿಸುತ್ತಾರೆ. ಯಾಸ್ಟ್ರಿಟಿಯಾ ಸ್ಟೀಟ್‌ನ್ ನಗರದಲ್ಲಿ 20000ಂದ ಸ್ಮೈಲಿ ಚೆಂಡನ್ನು, ಎಸೆಯುವ ಮೂಲಕ ಈ ದಿನವನ್ನು ಆಚರಿಸಲಾಯಿತು.	[757, 941, 938, 968]
event-item: , ವಿಶ್ವ ಕೈ ತೊಳೆಯುವ ದಿನ, ಗರ್ಭಾಶಯಗಳ ಮತ್ತು ಶಿಶುಗಳ ಆರೋಗ್ಯ ದಿನ	[599, 279, 804, 291]
lead-headline: ಗಾಂಧೀಜಿಯ ಬದುಕಿನಿಂದ ಸತ್ಯ, ಅಹಿಂಸೆ, ಪ್ರಾಮಾಣಿಕತೆ, ಶುಚಿತ್ವ ಕಲಿಯಿರಿ	[221, 38, 724, 64]
event-item: ಅಕ್ಟೋಬರ್ 10 ವಿಶ್ವ ಮಾನಸಿಕ ಆರೋಗ್ಯ ದಿನ, ರಾಷ್ಟ್ರೀಯ ಅಂಚೆ ದಿನ	[599, 209, 804, 221]
paper-name: Praja Mana Kannada daily	[669, 11, 799, 24]
event-item: ಅಕ್ಟೋಬರ್ 9 ವಿಶ್ವ ಅಂಚೆ ಕಚೇರಿ ದಿನ	[599, 198, 804, 210]
spacer-col	[607, 679, 822, 806]
smile-timeline-1990: 1990ರ ದಶಕ– ನಗು ಮುಖವನ್ನು ವಿಶ್ವವ್ಯಾಪಿ ಅಂತರ್ಜಾಲದಲ್ಲಿ (Internet) ಬಳಸಲಾಯಿತು ಮತ್ತು ಪ್ರಸಿದ್ಧವಾಯಿತು (Famous).	[382, 1010, 563, 1027]
smile-c3-para-3: ಪ್ರತಿ ವರ್ಷ ಈ ಡೇ ಆಚರಣೆಯು ಕಾರಣವಾದವು. ಮಾಡಿ, ಒಬ್ಬ ವ್ಯಕ್ತಿ ನಗಲು ಸಹಾಯ ಮಾಡಿ ಎನ್ನುವುದಾಗಿದೆ.	[570, 1002, 750, 1019]
event-item: ಅಕ್ಟೋಬರ್ 11 ಅಂತಾರಾಷ್ಟ್ರೀಯ ಹೆಣ್ಣು ಮಕ್ಕಳ ದಿನ	[599, 221, 804, 233]
events-list	[599, 93, 804, 429]
event-item: , ಜಾಗತಿಕ ಶೈಕ್ಷಣಿಕ ದಿನ, ಜಾಗತಿಕ ಕೈತೊಳೆಯುವ ದಿನ	[599, 290, 804, 302]
